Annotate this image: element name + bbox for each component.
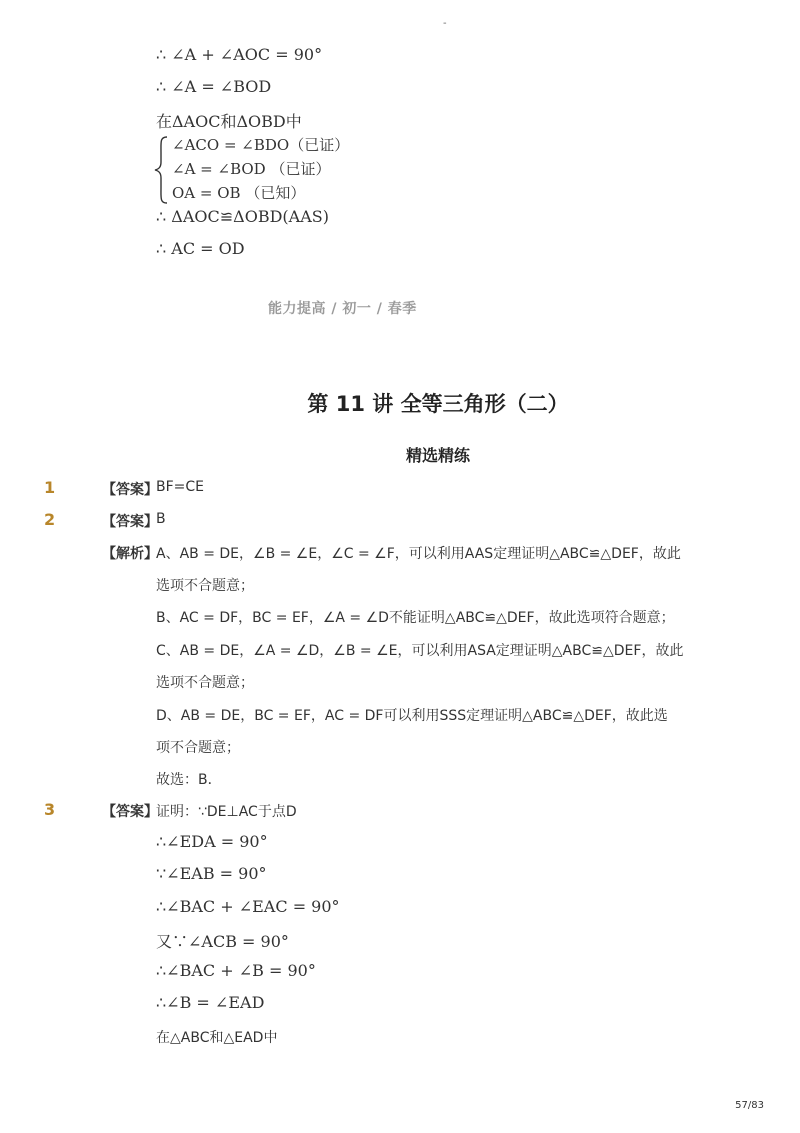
analysis-line: 项不合题意； [156,740,240,756]
proof-line: ∴ ΔAOC≌ΔOBD(AAS) [156,207,329,226]
brace-condition: ∠ACO = ∠BDO（已证） [172,136,350,154]
condition-brace-group [152,134,392,206]
analysis-line: C、AB = DE，∠A = ∠D，∠B = ∠E，可以利用ASA定理证明△ABC≌△DEF，故此 [156,643,684,659]
proof-line: 在ΔAOC和ΔOBD中 [156,112,302,131]
proof-line: 又∵∠ACB = 90° [156,932,289,951]
proof-line: ∴∠B = ∠EAD [156,993,265,1012]
question-number: 1 [44,478,56,497]
answer-text: 证明：∵DE⊥AC于点D [156,804,297,820]
question-number: 2 [44,510,56,529]
lesson-title: 第 11 讲 全等三角形（二） [307,392,569,416]
proof-line: ∴∠EDA = 90° [156,832,268,851]
analysis-line: 选项不合题意； [156,578,254,594]
proof-line: ∵∠EAB = 90° [156,864,267,883]
answer-text: BF=CE [156,479,205,495]
question-number: 3 [44,800,56,819]
analysis-tag: 【解析】 [102,546,158,562]
analysis-line: B、AC = DF，BC = EF，∠A = ∠D不能证明△ABC≌△DEF，故此选项符合题意； [156,610,675,626]
breadcrumb: 能力提高 / 初一 / 春季 [268,301,417,317]
top-mark: - [443,18,447,29]
answer-tag: 【答案】 [102,804,158,820]
analysis-line: D、AB = DE，BC = EF，AC = DF可以利用SSS定理证明△ABC≌△DEF，故此选 [156,708,668,724]
proof-line: ∴ ∠A + ∠AOC = 90° [156,45,323,64]
analysis-line: A、AB = DE，∠B = ∠E，∠C = ∠F，可以利用AAS定理证明△ABC≌△DEF，故此 [156,546,681,562]
proof-line: ∴∠BAC + ∠EAC = 90° [156,897,340,916]
left-brace-icon [154,136,170,204]
answer-text: B [156,511,166,527]
brace-condition: ∠A = ∠BOD （已证） [172,160,331,178]
analysis-line: 故选：B． [156,772,222,788]
answer-tag: 【答案】 [102,482,158,498]
proof-line: 在△ABC和△EAD中 [156,1030,278,1046]
proof-line: ∴∠BAC + ∠B = 90° [156,961,316,980]
section-title: 精选精练 [405,446,470,465]
proof-line: ∴ ∠A = ∠BOD [156,77,272,96]
brace-condition: OA = OB （已知） [172,184,306,202]
answer-tag: 【答案】 [102,514,158,530]
analysis-line: 选项不合题意； [156,675,254,691]
proof-line: ∴ AC = OD [156,239,245,258]
page-number: 57/83 [735,1100,764,1111]
